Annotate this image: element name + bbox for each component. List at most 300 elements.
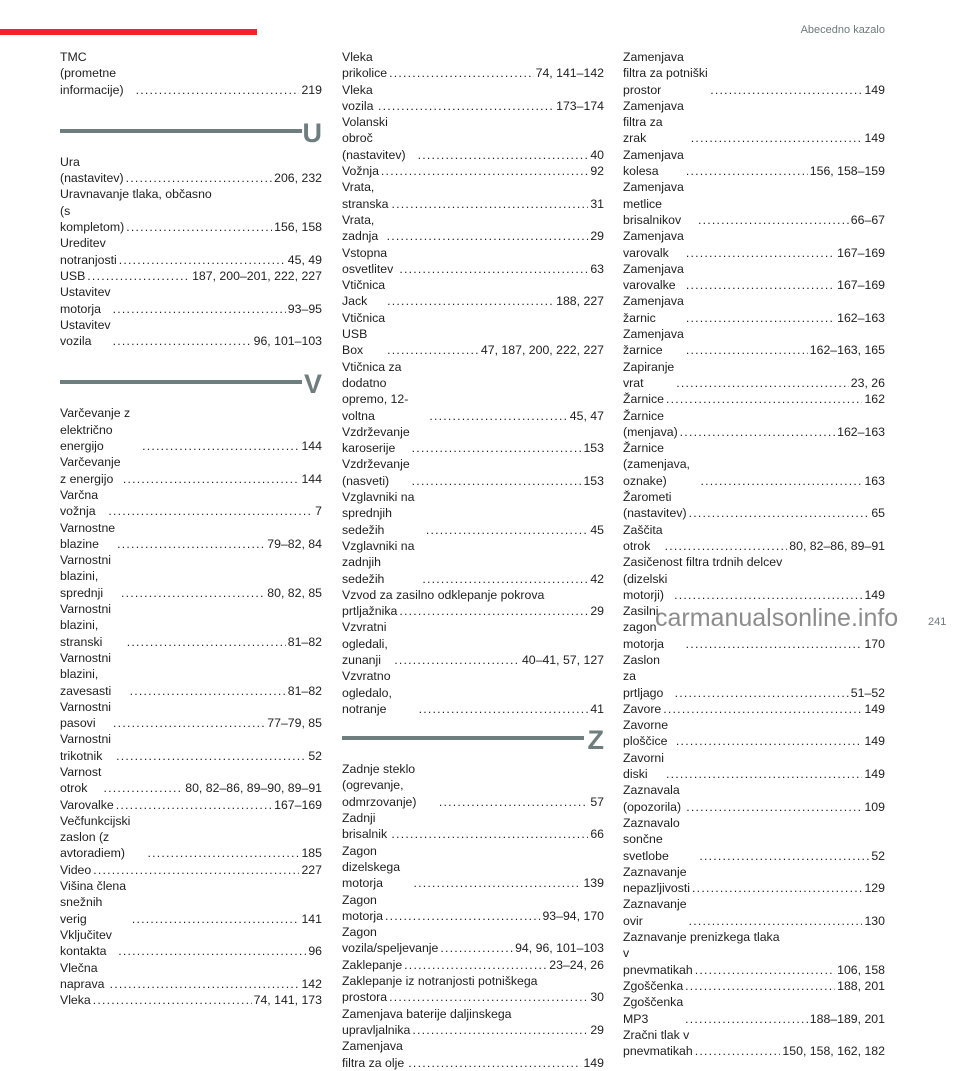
entry-term: Zamenjava kolesa bbox=[623, 147, 684, 179]
entry-row bbox=[623, 750, 885, 783]
entry-term: Zaščita otrok bbox=[623, 522, 663, 553]
leader-dots bbox=[385, 908, 540, 924]
index-entry[interactable] bbox=[623, 391, 885, 407]
entry-pages[interactable]: 170 bbox=[864, 636, 885, 651]
entry-row bbox=[623, 815, 885, 864]
entry-row bbox=[623, 293, 885, 326]
entry-pages[interactable]: 156, 158–159 bbox=[809, 164, 885, 179]
entry-term: Vrata, zadnja bbox=[342, 212, 379, 244]
entry-pages[interactable]: 144 bbox=[301, 439, 322, 454]
index-entry[interactable] bbox=[60, 405, 322, 454]
entry-row bbox=[623, 522, 885, 555]
leader-dots bbox=[93, 992, 252, 1008]
entry-row bbox=[623, 978, 885, 994]
index-entry[interactable] bbox=[60, 317, 322, 350]
divider-line bbox=[342, 736, 584, 740]
leader-dots bbox=[387, 228, 589, 244]
entry-pages[interactable]: 30 bbox=[590, 990, 604, 1005]
entry-term: Varnostni pasovi bbox=[60, 699, 112, 731]
entry-pages[interactable]: 187, 200–201, 222, 227 bbox=[192, 268, 322, 283]
index-entry[interactable] bbox=[623, 49, 885, 98]
entry-pages[interactable]: 167–169 bbox=[274, 797, 322, 812]
entry-term: Zgoščenka bbox=[623, 978, 684, 993]
index-entry[interactable] bbox=[60, 797, 322, 813]
index-entry[interactable] bbox=[342, 1038, 604, 1071]
index-entry[interactable] bbox=[342, 245, 604, 278]
entry-term: Žarnice bbox=[623, 392, 665, 407]
leader-dots bbox=[136, 82, 300, 98]
index-entry[interactable] bbox=[342, 49, 604, 82]
index-entry[interactable] bbox=[623, 98, 885, 147]
entry-term: Žarnice (zamenjava, oznake) bbox=[623, 441, 690, 488]
index-entry[interactable] bbox=[342, 892, 604, 925]
index-entry[interactable] bbox=[60, 862, 322, 878]
entry-row bbox=[623, 652, 885, 701]
leader-dots bbox=[439, 794, 588, 810]
index-entry[interactable] bbox=[623, 522, 885, 555]
entry-pages[interactable]: 130 bbox=[864, 913, 885, 928]
index-column-3 bbox=[623, 49, 885, 1059]
entry-pages[interactable]: 51–52 bbox=[850, 685, 885, 700]
entry-row bbox=[342, 1038, 604, 1071]
entry-row bbox=[623, 440, 885, 489]
entry-row bbox=[623, 1027, 885, 1060]
accent-bar bbox=[0, 29, 257, 35]
entry-pages[interactable]: 7 bbox=[315, 504, 322, 519]
entry-pages[interactable]: 219 bbox=[301, 82, 322, 97]
entry-pages[interactable]: 29 bbox=[590, 1022, 604, 1037]
entry-pages[interactable]: 206, 232 bbox=[274, 171, 322, 186]
index-entry[interactable] bbox=[623, 261, 885, 294]
entry-pages[interactable]: 227 bbox=[301, 862, 322, 877]
index-entry[interactable] bbox=[623, 1027, 885, 1060]
index-entry[interactable] bbox=[623, 782, 885, 815]
entry-term: Varčevanje z energijo bbox=[60, 455, 121, 486]
entry-row bbox=[623, 391, 885, 407]
index-entry[interactable] bbox=[623, 896, 885, 929]
entry-pages[interactable]: 150, 158, 162, 182 bbox=[782, 1044, 885, 1059]
leader-dots bbox=[113, 715, 265, 731]
entry-pages[interactable]: 92 bbox=[590, 164, 604, 179]
index-entry[interactable] bbox=[342, 810, 604, 843]
index-entry[interactable] bbox=[342, 310, 604, 359]
entry-row bbox=[60, 601, 322, 650]
entry-row bbox=[342, 619, 604, 668]
index-section bbox=[60, 117, 322, 350]
leader-dots bbox=[695, 962, 835, 978]
entry-pages[interactable]: 129 bbox=[864, 881, 885, 896]
entry-pages[interactable]: 173–174 bbox=[556, 98, 604, 113]
leader-dots bbox=[665, 538, 788, 554]
entry-row bbox=[60, 235, 322, 268]
entry-row bbox=[342, 82, 604, 115]
entry-pages[interactable]: 66–67 bbox=[850, 212, 885, 227]
index-entry[interactable] bbox=[342, 179, 604, 212]
index-entry[interactable] bbox=[60, 992, 322, 1008]
leader-dots bbox=[389, 989, 588, 1005]
index-entry[interactable] bbox=[60, 49, 322, 98]
section-letter: U bbox=[302, 117, 322, 148]
leader-dots bbox=[103, 780, 183, 796]
entry-pages[interactable]: 94, 96, 101–103 bbox=[515, 941, 604, 956]
leader-dots bbox=[412, 440, 582, 456]
index-entry[interactable] bbox=[342, 212, 604, 245]
entry-pages[interactable]: 144 bbox=[301, 471, 322, 486]
entry-row bbox=[60, 650, 322, 699]
entry-row bbox=[342, 924, 604, 957]
index-entry[interactable] bbox=[623, 815, 885, 864]
entry-row bbox=[60, 813, 322, 862]
entry-term: Zamenjava varovalk bbox=[623, 229, 684, 260]
index-entry[interactable] bbox=[60, 284, 322, 317]
entry-pages[interactable]: 80, 82, 85 bbox=[267, 585, 322, 600]
entry-term: Volanski obroč (nastavitev) bbox=[342, 115, 406, 162]
entry-pages[interactable]: 63 bbox=[590, 261, 604, 276]
index-entry[interactable] bbox=[60, 487, 322, 520]
entry-term: Vzdrževanje karoserije bbox=[342, 424, 410, 456]
entry-row bbox=[60, 317, 322, 350]
index-entry[interactable] bbox=[60, 650, 322, 699]
entry-term: Zaznavalo sončne svetlobe bbox=[623, 815, 680, 863]
entry-pages[interactable]: 162–163 bbox=[837, 310, 885, 325]
entry-pages[interactable]: 109 bbox=[864, 799, 885, 814]
index-entry[interactable] bbox=[623, 179, 885, 228]
index-entry[interactable] bbox=[623, 147, 885, 180]
index-entry[interactable] bbox=[623, 359, 885, 392]
entry-row bbox=[60, 154, 322, 187]
entry-pages[interactable]: 79–82, 84 bbox=[267, 536, 322, 551]
index-entry[interactable] bbox=[623, 489, 885, 522]
leader-dots bbox=[689, 913, 863, 929]
entry-term: Zadnje steklo (ogrevanje, odmrzovanje) bbox=[342, 762, 417, 809]
entry-row bbox=[342, 843, 604, 892]
index-entry[interactable] bbox=[60, 960, 322, 993]
entry-pages[interactable]: 80, 82–86, 89–91 bbox=[789, 538, 885, 553]
entry-row bbox=[342, 892, 604, 925]
entry-pages[interactable]: 163 bbox=[864, 473, 885, 488]
entry-term-line: Zaklepanje iz notranjosti potniškega bbox=[342, 974, 538, 989]
entry-row bbox=[60, 284, 322, 317]
entry-term: Zasilni zagon motorja bbox=[623, 604, 665, 651]
entry-pages[interactable]: 149 bbox=[864, 131, 885, 146]
entry-term: Ura (nastavitev) bbox=[60, 154, 124, 186]
entry-term: Zaznavala (opozorila) bbox=[623, 783, 682, 814]
entry-term: Varnostni blazini, zavesasti bbox=[60, 650, 112, 698]
leader-dots bbox=[387, 342, 479, 358]
index-entry[interactable] bbox=[342, 924, 604, 957]
index-entry[interactable] bbox=[60, 235, 322, 268]
entry-term: Vzvratni ogledali, zunanji bbox=[342, 620, 388, 667]
entry-pages[interactable]: 162 bbox=[864, 392, 885, 407]
leader-dots bbox=[680, 424, 835, 440]
entry-row bbox=[342, 668, 604, 717]
index-entry[interactable] bbox=[60, 731, 322, 764]
leader-dots bbox=[413, 875, 581, 891]
entry-row bbox=[60, 960, 322, 993]
index-entry[interactable] bbox=[623, 554, 885, 603]
leader-dots bbox=[685, 978, 835, 994]
index-entry[interactable] bbox=[60, 813, 322, 862]
entry-pages[interactable]: 93–95 bbox=[287, 301, 322, 316]
entry-pages[interactable]: 167–169 bbox=[837, 245, 885, 260]
entry-pages[interactable]: 149 bbox=[864, 734, 885, 749]
entry-pages[interactable]: 162–163 bbox=[837, 424, 885, 439]
entry-pages[interactable]: 139 bbox=[583, 876, 604, 891]
entry-pages[interactable]: 106, 158 bbox=[837, 962, 885, 977]
index-entry[interactable] bbox=[623, 864, 885, 897]
leader-dots bbox=[686, 799, 862, 815]
entry-term: Vlečna naprava bbox=[60, 960, 105, 991]
index-entry[interactable] bbox=[60, 454, 322, 487]
index-column-1 bbox=[60, 49, 322, 1008]
entry-term-line: Zasičenost filtra trdnih delcev bbox=[623, 555, 783, 570]
entry-row bbox=[623, 994, 885, 1027]
leader-dots bbox=[429, 408, 567, 424]
entry-row bbox=[60, 49, 322, 98]
index-entry[interactable] bbox=[342, 843, 604, 892]
entry-pages[interactable]: 149 bbox=[583, 1055, 604, 1070]
divider-line bbox=[60, 129, 302, 133]
index-entry[interactable] bbox=[623, 228, 885, 261]
index-section bbox=[60, 49, 322, 98]
entry-pages[interactable]: 185 bbox=[301, 846, 322, 861]
entry-pages[interactable]: 23, 26 bbox=[850, 375, 885, 390]
index-entry[interactable] bbox=[342, 163, 604, 179]
leader-dots bbox=[426, 522, 588, 538]
entry-pages[interactable]: 96, 101–103 bbox=[253, 334, 322, 349]
index-entry[interactable] bbox=[623, 978, 885, 994]
entry-row bbox=[60, 552, 322, 601]
leader-dots bbox=[132, 911, 300, 927]
index-entry[interactable] bbox=[342, 957, 604, 973]
entry-pages[interactable]: 149 bbox=[864, 701, 885, 716]
entry-row bbox=[623, 49, 885, 98]
leader-dots bbox=[113, 301, 286, 317]
entry-pages[interactable]: 74, 141–142 bbox=[535, 66, 604, 81]
leader-dots bbox=[117, 536, 265, 552]
index-entry[interactable] bbox=[623, 440, 885, 489]
entry-row bbox=[342, 989, 604, 1005]
entry-term: Zagon motorja bbox=[342, 892, 384, 923]
entry-pages[interactable]: 47, 187, 200, 222, 227 bbox=[480, 343, 604, 358]
index-entry[interactable] bbox=[342, 277, 604, 310]
entry-row bbox=[623, 571, 885, 604]
leader-dots bbox=[130, 683, 286, 699]
index-entry[interactable] bbox=[342, 456, 604, 489]
entry-term: Zamenjava žarnice bbox=[623, 327, 684, 358]
index-entry[interactable] bbox=[623, 994, 885, 1027]
index-entry[interactable] bbox=[60, 699, 322, 732]
entry-pages[interactable]: 153 bbox=[583, 473, 604, 488]
entry-row bbox=[623, 98, 885, 147]
leader-dots bbox=[110, 976, 300, 992]
entry-pages[interactable]: 93–94, 170 bbox=[542, 908, 604, 923]
leader-dots bbox=[686, 636, 863, 652]
index-entry[interactable] bbox=[342, 1006, 604, 1039]
entry-row bbox=[623, 408, 885, 441]
entry-pages[interactable]: 45, 47 bbox=[569, 408, 604, 423]
index-entry[interactable] bbox=[60, 520, 322, 553]
entry-pages[interactable]: 65 bbox=[871, 506, 885, 521]
entry-term: Vrata, stranska bbox=[342, 180, 389, 211]
index-entry[interactable] bbox=[623, 293, 885, 326]
leader-dots bbox=[408, 1055, 581, 1071]
index-entry[interactable] bbox=[623, 326, 885, 359]
leader-dots bbox=[142, 438, 299, 454]
entry-pages[interactable]: 45, 49 bbox=[287, 252, 322, 267]
entry-row bbox=[623, 359, 885, 392]
leader-dots bbox=[685, 1011, 808, 1027]
entry-pages[interactable]: 81–82 bbox=[287, 634, 322, 649]
leader-dots bbox=[399, 603, 588, 619]
entry-pages[interactable]: 141 bbox=[301, 911, 322, 926]
leader-dots bbox=[676, 733, 863, 749]
entry-term: Vleka bbox=[60, 993, 91, 1008]
entry-pages[interactable]: 149 bbox=[864, 82, 885, 97]
entry-pages[interactable]: 52 bbox=[871, 848, 885, 863]
entry-row bbox=[60, 927, 322, 960]
entry-pages[interactable]: 188, 201 bbox=[837, 978, 885, 993]
entry-pages[interactable]: 29 bbox=[590, 229, 604, 244]
index-entry[interactable] bbox=[342, 359, 604, 424]
entry-pages[interactable]: 162–163, 165 bbox=[809, 343, 885, 358]
index-entry[interactable] bbox=[342, 761, 604, 810]
leader-dots bbox=[686, 163, 808, 179]
entry-term: Zavorne ploščice bbox=[623, 718, 669, 749]
entry-pages[interactable]: 66 bbox=[590, 827, 604, 842]
entry-pages[interactable]: 96 bbox=[308, 944, 322, 959]
entry-term: Žarometi (nastavitev) bbox=[623, 490, 687, 521]
entry-pages[interactable]: 52 bbox=[308, 748, 322, 763]
entry-term: (dizelski motorji) bbox=[623, 571, 668, 602]
entry-term: Zaznavanje nepazljivosti bbox=[623, 864, 690, 896]
index-entry[interactable] bbox=[60, 186, 322, 235]
leader-dots bbox=[686, 342, 808, 358]
entry-term: Ustavitev vozila bbox=[60, 317, 111, 349]
index-entry[interactable] bbox=[342, 587, 604, 620]
entry-pages[interactable]: 81–82 bbox=[287, 683, 322, 698]
index-entry[interactable] bbox=[60, 552, 322, 601]
index-entry[interactable] bbox=[623, 652, 885, 701]
index-entry[interactable] bbox=[342, 114, 604, 163]
index-entry[interactable] bbox=[623, 701, 885, 717]
index-entry[interactable] bbox=[623, 408, 885, 441]
entry-term: Vtičnica za dodatno opremo, 12-voltna bbox=[342, 359, 409, 423]
index-section bbox=[60, 369, 322, 1008]
leader-dots bbox=[418, 147, 589, 163]
entry-term: Zaklepanje bbox=[342, 957, 403, 972]
entry-pages[interactable]: 77–79, 85 bbox=[267, 716, 322, 731]
entry-term: Video bbox=[60, 862, 92, 877]
entry-pages[interactable]: 42 bbox=[590, 571, 604, 586]
entry-pages[interactable]: 29 bbox=[590, 604, 604, 619]
entry-term: Zagon dizelskega motorja bbox=[342, 843, 401, 891]
index-entry[interactable] bbox=[342, 668, 604, 717]
index-entry[interactable] bbox=[623, 750, 885, 783]
leader-dots bbox=[695, 1043, 781, 1059]
entry-row bbox=[623, 326, 885, 359]
entry-row bbox=[60, 878, 322, 927]
entry-pages[interactable]: 167–169 bbox=[837, 278, 885, 293]
entry-pages[interactable]: 188, 227 bbox=[556, 294, 604, 309]
index-entry[interactable] bbox=[342, 82, 604, 115]
entry-term: Zadnji brisalnik bbox=[342, 811, 388, 842]
index-entry[interactable] bbox=[60, 601, 322, 650]
leader-dots bbox=[686, 277, 835, 293]
leader-dots bbox=[127, 634, 286, 650]
index-entry[interactable] bbox=[60, 878, 322, 927]
entry-row bbox=[623, 489, 885, 522]
entry-term: Žarnice (menjava) bbox=[623, 408, 678, 439]
entry-term: Zavorni diski bbox=[623, 750, 665, 782]
leader-dots bbox=[710, 82, 862, 98]
entry-pages[interactable]: 40 bbox=[590, 147, 604, 162]
entry-pages[interactable]: 142 bbox=[301, 976, 322, 991]
entry-term: Zgoščenka MP3 bbox=[623, 995, 684, 1026]
index-entry[interactable] bbox=[342, 619, 604, 668]
index-entry[interactable] bbox=[342, 538, 604, 587]
entry-term: Vzvratno ogledalo, notranje bbox=[342, 669, 392, 716]
leader-dots bbox=[108, 503, 313, 519]
leader-dots bbox=[675, 685, 849, 701]
entry-row bbox=[623, 717, 885, 750]
leader-dots bbox=[118, 943, 306, 959]
index-column-2 bbox=[342, 49, 604, 1071]
entry-pages[interactable]: 149 bbox=[864, 767, 885, 782]
entry-row bbox=[342, 810, 604, 843]
entry-pages[interactable]: 149 bbox=[864, 587, 885, 602]
entry-pages[interactable]: 153 bbox=[583, 441, 604, 456]
index-entry[interactable] bbox=[60, 154, 322, 187]
entry-row bbox=[342, 456, 604, 489]
entry-row bbox=[342, 163, 604, 179]
entry-term: USB bbox=[60, 268, 86, 283]
page-number: 241 bbox=[928, 616, 947, 628]
entry-row bbox=[60, 203, 322, 236]
index-entry[interactable] bbox=[60, 268, 322, 284]
entry-pages[interactable]: 74, 141, 173 bbox=[253, 993, 322, 1008]
index-entry[interactable] bbox=[342, 424, 604, 457]
entry-pages[interactable]: 41 bbox=[590, 701, 604, 716]
index-entry[interactable] bbox=[342, 489, 604, 538]
entry-pages[interactable]: 80, 82–86, 89–90, 89–91 bbox=[185, 781, 322, 796]
leader-dots bbox=[378, 98, 554, 114]
entry-pages[interactable]: 156, 158 bbox=[274, 220, 322, 235]
leader-dots bbox=[689, 505, 870, 521]
leader-dots bbox=[381, 163, 588, 179]
entry-pages[interactable]: 40–41, 57, 127 bbox=[521, 652, 604, 667]
entry-term: Zamenjava žarnic bbox=[623, 294, 684, 325]
index-entry[interactable] bbox=[60, 927, 322, 960]
leader-dots bbox=[121, 585, 265, 601]
index-section bbox=[342, 725, 604, 1071]
entry-row bbox=[60, 405, 322, 454]
index-entry[interactable] bbox=[342, 973, 604, 1006]
entry-row bbox=[60, 487, 322, 520]
section-divider bbox=[342, 725, 604, 761]
leader-dots bbox=[412, 473, 582, 489]
entry-pages[interactable]: 23–24, 26 bbox=[549, 957, 604, 972]
entry-pages[interactable]: 188–189, 201 bbox=[809, 1011, 885, 1026]
entry-term: Vožnja bbox=[342, 164, 379, 179]
entry-pages[interactable]: 31 bbox=[590, 196, 604, 211]
section-letter: Z bbox=[587, 725, 604, 756]
index-entry[interactable] bbox=[623, 717, 885, 750]
index-entry[interactable] bbox=[623, 929, 885, 978]
entry-pages[interactable]: 45 bbox=[590, 522, 604, 537]
index-entry[interactable] bbox=[60, 764, 322, 797]
entry-pages[interactable]: 57 bbox=[590, 794, 604, 809]
